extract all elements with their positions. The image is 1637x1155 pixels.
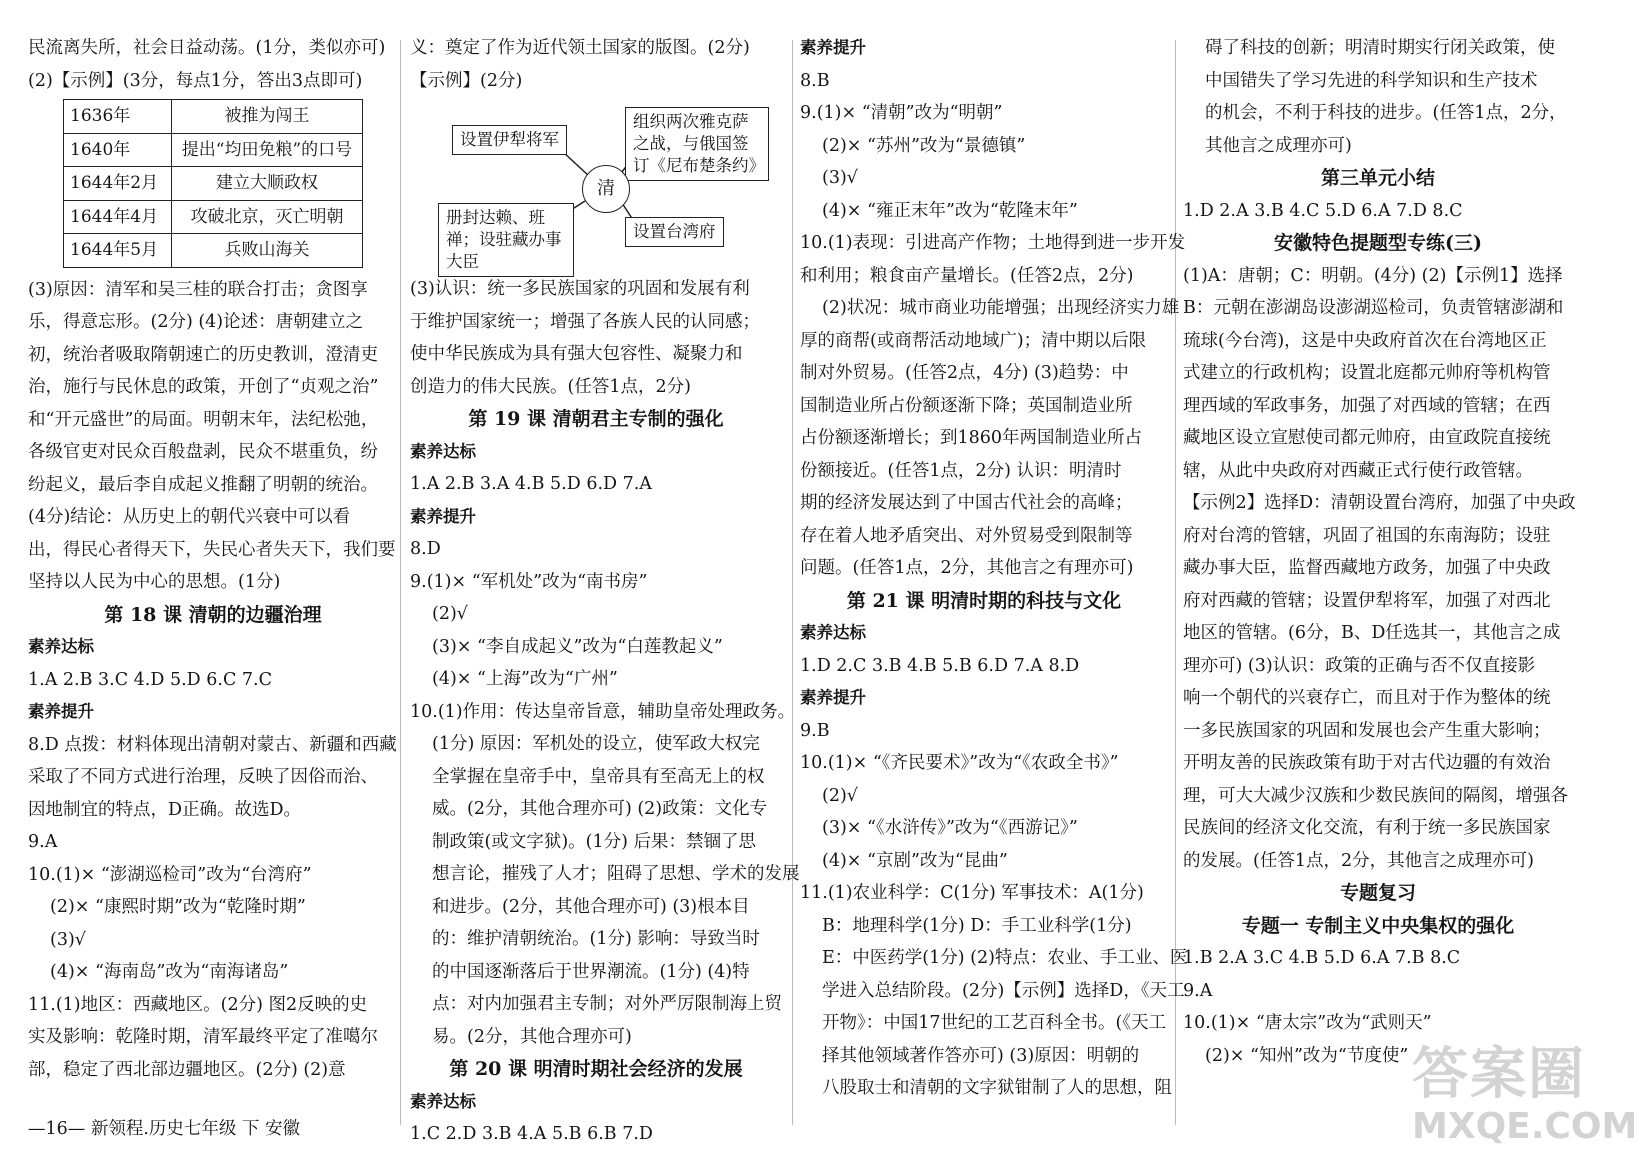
text-line: 各级官吏对民众百般盘剥，民众不堪重负，纷 [28, 442, 378, 462]
answer-line: 1.A 2.B 3.C 4.D 5.D 6.C 7.C [28, 669, 272, 690]
watermark-text-cn: 答案圈 [1412, 1042, 1586, 1107]
answer-line: 因地制宜的特点，D正确。故选D。 [28, 799, 302, 820]
answer-line: 8.D [410, 539, 441, 559]
answer-line: 和进步。(2分，其他合理亦可) (3)根本目 [432, 896, 750, 917]
answer-line: (4)× “上海”改为“广州” [432, 669, 618, 689]
answer-line: 1.B 2.A 3.C 4.B 5.D 6.A 7.B 8.C [1183, 948, 1461, 968]
answer-line: (4)× “海南岛”改为“南海诸岛” [50, 962, 289, 982]
table-row [64, 234, 363, 268]
text-line: 创造力的伟大民族。(任答1点，2分) [410, 376, 691, 397]
table-row [64, 133, 363, 167]
answer-line: 点：对内加强君主专制；对外严厉限制海上贸 [432, 994, 782, 1014]
answer-line: 易。(2分，其他合理亦可) [432, 1026, 632, 1047]
answer-line: 11.(1)农业科学：C(1分) 军事技术：A(1分) [800, 883, 1144, 903]
answer-line: 1.D 2.C 3.B 4.B 5.B 6.D 7.A 8.D [800, 655, 1080, 676]
diagram-box-yaksa: 组织两次雅克萨之战，与俄国签订《尼布楚条约》 [625, 107, 769, 181]
answer-line: (2)× “苏州”改为“景德镇” [822, 135, 1026, 156]
text-line: (3)原因：清军和吴三桂的联合打击；贪图享 [28, 279, 368, 300]
answer-line: E：中医药学(1分) (2)特点：农业、手工业、医 [822, 948, 1188, 968]
answer-line: 一多民族国家的巩固和发展也会产生重大影响； [1183, 720, 1551, 741]
answer-line: (1)A：唐朝；C：明朝。(4分) (2)【示例1】选择 [1183, 265, 1563, 286]
answer-line: 辖，从此中央政府对西藏正式行使行政管辖。 [1183, 460, 1533, 481]
answer-line: B：地理科学(1分) D：手工业科学(1分) [822, 915, 1132, 936]
section-label: 素养达标 [800, 623, 866, 642]
answer-line: 问题。(任答1点，2分，其他言之有理亦可) [800, 558, 1134, 578]
table-cell: 提出“均田免粮”的口号 [172, 133, 363, 167]
answer-line: 9.B [800, 720, 830, 741]
answer-line: 份额接近。(任答1点，2分) 认识：明清时 [800, 460, 1122, 481]
table-cell: 兵败山海关 [172, 234, 363, 268]
answer-line: 开物》：中国17世纪的工艺百科全书。(《天工 [822, 1013, 1167, 1033]
answer-line: 理西域的军政事务，加强了对西域的管辖；在西 [1183, 395, 1551, 416]
diagram-box-yili: 设置伊犁将军 [452, 125, 567, 155]
lesson-heading: 第 20 课 明清时期社会经济的发展 [449, 1058, 743, 1080]
section-label: 素养提升 [410, 506, 476, 526]
table-cell: 建立大顺政权 [172, 167, 363, 201]
table-cell: 1644年5月 [64, 234, 172, 268]
answer-line: 理亦可) (3)认识：政策的正确与否不仅直接影 [1183, 655, 1536, 676]
section-label: 素养达标 [28, 637, 94, 656]
column-divider [400, 40, 401, 1125]
answer-line: 9.A [1183, 980, 1213, 1001]
section-label: 素养达标 [410, 441, 476, 461]
table-cell: 被推为闯王 [172, 100, 363, 134]
answer-line: 部，稳定了西北部边疆地区。(2分) (2)意 [28, 1059, 346, 1080]
table-row [64, 167, 363, 201]
lesson-heading: 第 21 课 明清时期的科技与文化 [846, 589, 1122, 612]
lesson-heading: 第 18 课 清朝的边疆治理 [104, 603, 322, 626]
watermark-text-en: MXQE.COM [1412, 1106, 1637, 1147]
answer-line: 式建立的行政机构；设置北庭都元帅府等机构管 [1183, 363, 1551, 383]
answer-line: 1.A 2.B 3.A 4.B 5.D 6.D 7.A [410, 474, 652, 494]
answer-line: 择其他领域著作答亦可) (3)原因：明朝的 [822, 1045, 1140, 1066]
review-heading: 专题复习 [1339, 882, 1416, 904]
answer-line: (4)× “京剧”改为“昆曲” [822, 850, 1008, 871]
answer-line: (3)× “《水浒传》”改为“《西游记》” [822, 818, 1078, 838]
text-line: 纷起义，最后李自成起义推翻了明朝的统治。 [28, 474, 378, 495]
text-line: 义：奠定了作为近代领土国家的版图。(2分) [410, 38, 750, 58]
column-3 [800, 32, 1188, 1105]
answer-line: (2)状况：城市商业功能增强；出现经济实力雄 [822, 298, 1180, 318]
answer-line: 学进入总结阶段。(2分)【示例】选择D，《天工 [822, 980, 1185, 1001]
page-footer: —16— 新领程.历史七年级 下 安徽 [28, 1119, 301, 1139]
answer-line: 响一个朝代的兴衰存亡，而且对于作为整体的统 [1183, 688, 1551, 708]
answer-line: 府对台湾的管辖，巩固了祖国的东南海防；设驻 [1183, 525, 1551, 546]
answer-line: 理，可大大减少汉族和少数民族间的隔阂，增强各 [1183, 785, 1568, 806]
answer-line: 9.(1)× “军机处”改为“南书房” [410, 571, 648, 592]
answer-line: (2)√ [432, 604, 468, 624]
answer-line: 采取了不同方式进行治理，反映了因俗而治、 [28, 767, 378, 787]
answer-line: (1分) 原因：军机处的设立，使军政大权完 [432, 734, 760, 754]
answer-line: 10.(1)× “《齐民要术》”改为“《农政全书》” [800, 753, 1119, 773]
answer-line: 10.(1)表现：引进高产作物；土地得到进一步开发 [800, 233, 1186, 253]
answer-line: 威。(2分，其他合理亦可) (2)政策：文化专 [432, 799, 768, 819]
text-line: 的机会，不利于科技的进步。(任答1点，2分， [1205, 103, 1567, 123]
text-line: 碍了科技的创新；明清时期实行闭关政策，使 [1205, 38, 1555, 58]
section-label: 素养提升 [800, 688, 866, 707]
text-line: 于维护国家统一；增强了各族人民的认同感； [410, 311, 760, 332]
answer-line: 11.(1)地区：西藏地区。(2分) 图2反映的史 [28, 994, 368, 1015]
answer-line: (4)× “雍正末年”改为“乾隆末年” [822, 200, 1078, 221]
table-cell: 1644年4月 [64, 200, 172, 234]
answer-line: 9.A [28, 832, 58, 852]
answer-line: 八股取士和清朝的文字狱钳制了人的思想，阻 [822, 1078, 1172, 1098]
column-1 [28, 32, 398, 1086]
section-label: 素养提升 [800, 38, 866, 57]
text-line: (4分)结论：从历史上的朝代兴衰中可以看 [28, 507, 351, 527]
topic-heading: 专题一 专制主义中央集权的强化 [1241, 914, 1515, 937]
answer-line: 国制造业所占份额逐渐下降；英国制造业所 [800, 395, 1133, 416]
text-line: 和“开元盛世”的局面。明朝末年，法纪松弛， [28, 409, 379, 430]
answer-line: 10.(1)作用：传达皇帝旨意，辅助皇帝处理政务。 [410, 701, 796, 722]
answer-line: 琉球(今台湾)，这是中央政府首次在台湾地区正 [1183, 330, 1547, 351]
text-line: 出，得民心者得天下，失民心者失天下，我们要 [28, 539, 396, 560]
text-line: 民流离失所，社会日益动荡。(1分，类似亦可) [28, 38, 386, 58]
table-cell: 1644年2月 [64, 167, 172, 201]
answer-line: (2)√ [822, 785, 858, 806]
answer-line: 8.B [800, 70, 830, 91]
answer-line: (2)× “康熙时期”改为“乾隆时期” [50, 897, 306, 917]
text-line: (3)认识：统一多民族国家的巩固和发展有利 [410, 279, 750, 299]
answer-line: 的发展。(任答1点，2分，其他言之成理亦可) [1183, 850, 1534, 871]
answer-line: (3)√ [50, 929, 86, 950]
table-row [64, 100, 363, 134]
answer-line: (3)√ [822, 168, 858, 188]
text-line: (2)【示例】(3分，每点1分，答出3点即可) [28, 70, 363, 91]
answer-line: 厚的商帮(或商帮活动地域广)；清中期以后限 [800, 330, 1147, 351]
table-cell: 1636年 [64, 100, 172, 134]
answer-line: 开明友善的民族政策有助于对古代边疆的有效治 [1183, 753, 1551, 773]
text-line: 使中华民族成为具有强大包容性、凝聚力和 [410, 344, 743, 364]
text-line: 坚持以人民为中心的思想。(1分) [28, 572, 281, 592]
answer-line: 地区的管辖。(6分，B、D任选其一，其他言之成 [1183, 623, 1561, 643]
section-label: 素养达标 [410, 1091, 476, 1111]
watermark-logo [1412, 1030, 1637, 1147]
answer-line: 制对外贸易。(任答2点，4分) (3)趋势：中 [800, 363, 1129, 383]
answer-line: 府对西藏的管辖；设置伊犁将军，加强了对西北 [1183, 590, 1551, 611]
answer-line: 10.(1)× “唐太宗”改为“武则天” [1183, 1013, 1432, 1033]
text-line: 中国错失了学习先进的科学知识和生产技术 [1205, 70, 1538, 91]
text-line: 【示例】(2分) [410, 70, 523, 91]
answer-line: (3)× “李自成起义”改为“白莲教起义” [432, 636, 723, 657]
diagram-box-taiwan: 设置台湾府 [625, 217, 724, 247]
answer-line: 和利用；粮食亩产量增长。(任答2点，2分) [800, 265, 1134, 286]
answer-line: 藏地区设立宣慰使司都元帅府，由宣政院直接统 [1183, 428, 1551, 448]
lesson-heading: 第 19 课 清朝君主专制的强化 [468, 408, 724, 430]
unit-summary-heading: 第三单元小结 [1320, 167, 1435, 189]
answer-line: 想言论，摧残了人才；阻碍了思想、学术的发展 [432, 864, 800, 884]
answer-line: 10.(1)× “澎湖巡检司”改为“台湾府” [28, 864, 312, 885]
diagram-center-qing: 清 [582, 165, 630, 213]
text-line: 其他言之成理亦可) [1205, 135, 1352, 156]
answer-line: 9.(1)× “清朝”改为“明朝” [800, 103, 1003, 123]
text-line: 治，施行与民休息的政策，开创了“贞观之治” [28, 377, 379, 397]
qing-frontier-diagram [410, 99, 780, 269]
answer-line: 的：维护清朝统治。(1分) 影响：导致当时 [432, 929, 760, 949]
table-cell: 1640年 [64, 133, 172, 167]
answer-line: 存在着人地矛盾突出、对外贸易受到限制等 [800, 525, 1133, 546]
column-divider [792, 40, 793, 1125]
text-line: 乐，得意忘形。(2分) (4)论述：唐朝建立之 [28, 312, 364, 332]
li-zicheng-timeline-table [63, 99, 363, 268]
answer-line: 期的经济发展达到了中国古代社会的高峰； [800, 493, 1133, 513]
section-label: 素养提升 [28, 702, 94, 721]
answer-line: 8.D 点拨：材料体现出清朝对蒙古、新疆和西藏 [28, 734, 397, 755]
answer-line: 1.D 2.A 3.B 4.C 5.D 6.A 7.D 8.C [1183, 200, 1463, 221]
anhui-practice-heading: 安徽特色提题型专练(三) [1274, 232, 1482, 254]
answer-line: 的中国逐渐落后于世界潮流。(1分) (4)特 [432, 961, 750, 982]
table-row [64, 200, 363, 234]
text-line: 初，统治者吸取隋朝速亡的历史教训，澄清吏 [28, 344, 378, 365]
answer-line: 制政策(或文字狱)。(1分) 后果：禁锢了思 [432, 831, 757, 852]
diagram-box-tibet: 册封达赖、班禅；设驻藏办事大臣 [438, 203, 574, 277]
answer-line: 【示例2】选择D：清朝设置台湾府，加强了中央政 [1183, 493, 1576, 513]
column-4 [1183, 32, 1576, 1072]
column-2 [410, 32, 800, 1151]
answer-line: 藏办事大臣，监督西藏地方政务，加强了中央政 [1183, 558, 1551, 578]
answer-line: 民族间的经济文化交流，有利于统一多民族国家 [1183, 818, 1551, 838]
answer-line: 1.C 2.D 3.B 4.A 5.B 6.B 7.D [410, 1124, 653, 1144]
answer-line: 占份额逐渐增长；到1860年两国制造业所占 [800, 428, 1143, 448]
answer-line: B：元朝在澎湖岛设澎湖巡检司，负责管辖澎湖和 [1183, 298, 1564, 318]
answer-line: 实及影响：乾隆时期，清军最终平定了准噶尔 [28, 1027, 378, 1047]
table-cell: 攻破北京，灭亡明朝 [172, 200, 363, 234]
answer-line: (2)× “知州”改为“节度使” [1205, 1045, 1409, 1066]
answer-line: 全掌握在皇帝手中，皇帝具有至高无上的权 [432, 766, 765, 787]
